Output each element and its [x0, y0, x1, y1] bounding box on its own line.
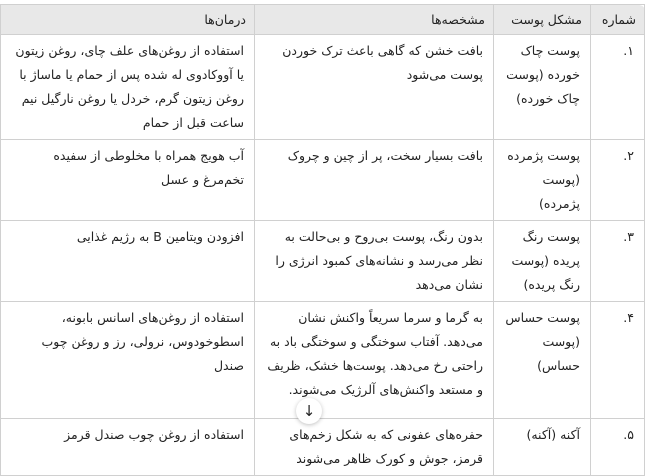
cell-treatments: آب هویج همراه با مخلوطی از سفیده تخم‌مرغ و عسل	[1, 140, 255, 221]
cell-number: ۵.	[591, 419, 645, 476]
cell-number: ۲.	[591, 140, 645, 221]
cell-number: ۱.	[591, 35, 645, 140]
table-header-row	[1, 5, 645, 35]
scroll-down-button[interactable]	[296, 398, 322, 424]
table-row	[1, 140, 645, 221]
cell-problem: پوست رنگ پریده (پوست رنگ پریده)	[494, 221, 591, 302]
cell-problem: پوست چاک خورده (پوست چاک خورده)	[494, 35, 591, 140]
cell-treatments: استفاده از روغن چوب صندل قرمز	[1, 419, 255, 476]
header-problem: مشکل پوست	[494, 5, 591, 35]
skin-problems-table	[0, 4, 645, 476]
table-row	[1, 35, 645, 140]
cell-treatments: افزودن ویتامین B به رژیم غذایی	[1, 221, 255, 302]
cell-features: بافت خشن که گاهی باعث ترک خوردن پوست می‌شود	[255, 35, 494, 140]
cell-problem: پوست حساس (پوست حساس)	[494, 302, 591, 419]
cell-features: حفره‌های عفونی که به شکل زخم‌های قرمز، جوش و کورک ظاهر می‌شوند	[255, 419, 494, 476]
cell-features: به گرما و سرما سریعاً واکنش نشان می‌دهد. آفتاب سوختگی و سوختگی باد به راحتی رخ می‌دهد. پوست‌ها خشک، ظریف و مستعد واکنش‌های آلرژیک می‌شوند.	[255, 302, 494, 419]
cell-problem: پوست پژمرده (پوست پژمرده)	[494, 140, 591, 221]
cell-treatments: استفاده از روغن‌های اسانس بابونه، اسطوخودوس، نرولی، رز و روغن چوب صندل	[1, 302, 255, 419]
arrow-down-icon: ↓	[302, 402, 316, 420]
cell-number: ۴.	[591, 302, 645, 419]
header-features: مشخصه‌ها	[255, 5, 494, 35]
cell-features: بافت بسیار سخت، پر از چین و چروک	[255, 140, 494, 221]
cell-problem: آکنه (آکنه)	[494, 419, 591, 476]
table-row	[1, 419, 645, 476]
header-treatments: درمان‌ها	[1, 5, 255, 35]
cell-treatments: استفاده از روغن‌های علف چای، روغن زیتون یا آووکادوی له شده پس از حمام یا ماساژ با روغن زیتون گرم، خردل یا روغن نارگیل نیم ساعت قبل از حمام	[1, 35, 255, 140]
skin-problems-table-container	[0, 4, 645, 476]
header-number: شماره	[591, 5, 645, 35]
cell-features: بدون رنگ، پوست بی‌روح و بی‌حالت به نظر می‌رسد و نشانه‌های کمبود انرژی را نشان می‌دهد	[255, 221, 494, 302]
table-row	[1, 302, 645, 419]
cell-number: ۳.	[591, 221, 645, 302]
table-row	[1, 221, 645, 302]
